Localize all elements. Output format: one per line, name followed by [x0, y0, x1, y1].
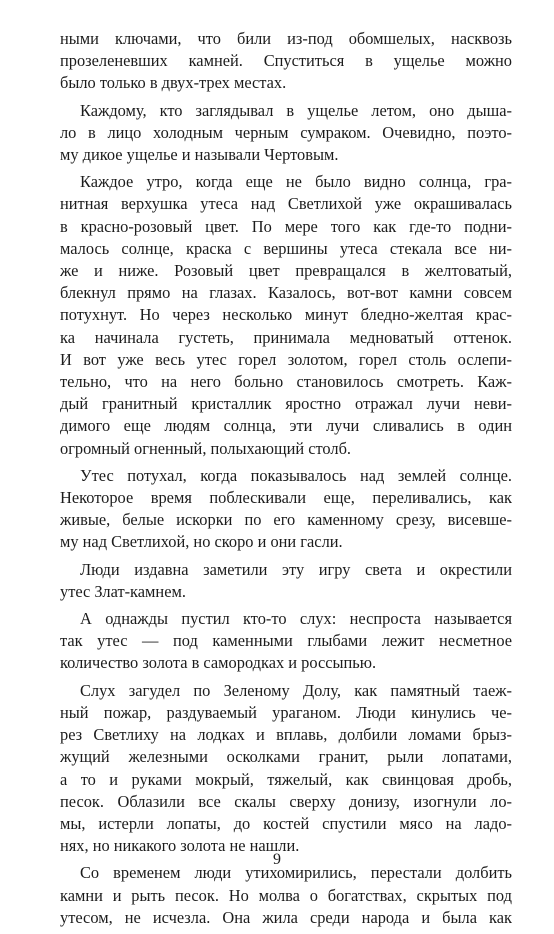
text-line: нях, но никакого золота не нашли. — [60, 836, 300, 856]
text-line: ный пожар, раздуваемый ураганом. Люди кинулись че- — [60, 702, 512, 722]
text-line: Люди издавна заметили эту игру света и окрестили — [80, 559, 512, 579]
page-number: 9 — [273, 851, 281, 868]
text-line: мы, истерли лопаты, до костей спустили мясо на ладо- — [60, 813, 512, 833]
text-line: малось солнце, краска с вершины утеса стекала все ни- — [60, 238, 512, 258]
text-line: огромный огненный, полыхающий столб. — [60, 438, 352, 458]
text-line: камни и рыть песок. Но молва о богатствах, скрытых под — [60, 885, 512, 905]
text-line: тельно, что на него больно становилось смотреть. Каж- — [60, 372, 512, 392]
text-line: димого еще людям солнца, эти лучи сливались в один — [60, 416, 512, 436]
text-line: живые, белые искорки по его каменному срезу, висевше- — [60, 510, 512, 530]
text-line: песок. Облазили все скалы сверху донизу, изогнули ло- — [60, 791, 512, 811]
paragraph — [60, 465, 512, 554]
text-line: жущий железными осколками гранит, рыли лопатами, — [60, 747, 512, 767]
text-line: количество золота в самородках и россыпью. — [60, 653, 377, 673]
text-line: А однажды пустил кто-то слух: неспроста называется — [80, 609, 512, 629]
body-text — [60, 28, 512, 934]
text-line: дый гранитный кристаллик яростно отражал лучи неви- — [60, 394, 512, 414]
text-line: Каждому, кто заглядывал в ущелье летом, оно дыша- — [80, 100, 512, 120]
text-line: утесом, не исчезла. Она жила среди народа и была как — [60, 907, 512, 927]
text-line: было только в двух-трех местах. — [60, 73, 287, 93]
text-line: ло в лицо холодным черным сумраком. Очевидно, поэто- — [60, 122, 512, 142]
text-line: Со временем люди утихомирились, перестали долбить — [80, 863, 512, 883]
text-line: Слух загудел по Зеленому Долу, как памятный таеж- — [80, 680, 512, 700]
text-line: утес Злат-камнем. — [60, 581, 186, 601]
text-line: И вот уже весь утес горел золотом, горел столь ослепи- — [60, 349, 512, 369]
text-line: Некоторое время поблескивали еще, переливались, как — [60, 488, 512, 508]
text-line: блекнул прямо на глазах. Казалось, вот-вот камни совсем — [60, 283, 512, 303]
paragraph — [60, 608, 512, 675]
text-line: в красно-розовый цвет. По мере того как где-то подни- — [60, 216, 512, 236]
text-line: а то и руками мокрый, тяжелый, как свинцовая дробь, — [60, 769, 512, 789]
text-line: му над Светлихой, но скоро и они гасли. — [60, 532, 343, 552]
text-line: потухнут. Но через несколько минут бледно-желтая крас- — [60, 305, 512, 325]
text-line: же и ниже. Розовый цвет превращался в желтоватый, — [60, 261, 512, 281]
paragraph — [60, 559, 512, 603]
text-line: рез Светлиху на лодках и вплавь, долбили ломами брыз- — [60, 725, 512, 745]
text-line: ными ключами, что били из-под обомшелых, насквозь — [60, 29, 512, 48]
text-line: прозеленевших камней. Спуститься в ущелье можно — [60, 51, 512, 71]
paragraph — [60, 680, 512, 858]
paragraph — [60, 862, 512, 929]
text-line: му дикое ущелье и называли Чертовым. — [60, 145, 339, 165]
text-line: ка начинала густеть, принимала медноватый оттенок. — [60, 327, 512, 347]
paragraph — [60, 100, 512, 167]
paragraph — [60, 171, 512, 460]
paragraph — [60, 28, 512, 95]
text-line: Каждое утро, когда еще не было видно солнца, гра- — [80, 172, 512, 192]
text-line: нитная верхушка утеса над Светлихой уже окрашивалась — [60, 194, 512, 214]
text-line: Утес потухал, когда показывалось над землей солнце. — [80, 465, 512, 485]
text-line: так утес — под каменными глыбами лежит несметное — [60, 631, 512, 651]
